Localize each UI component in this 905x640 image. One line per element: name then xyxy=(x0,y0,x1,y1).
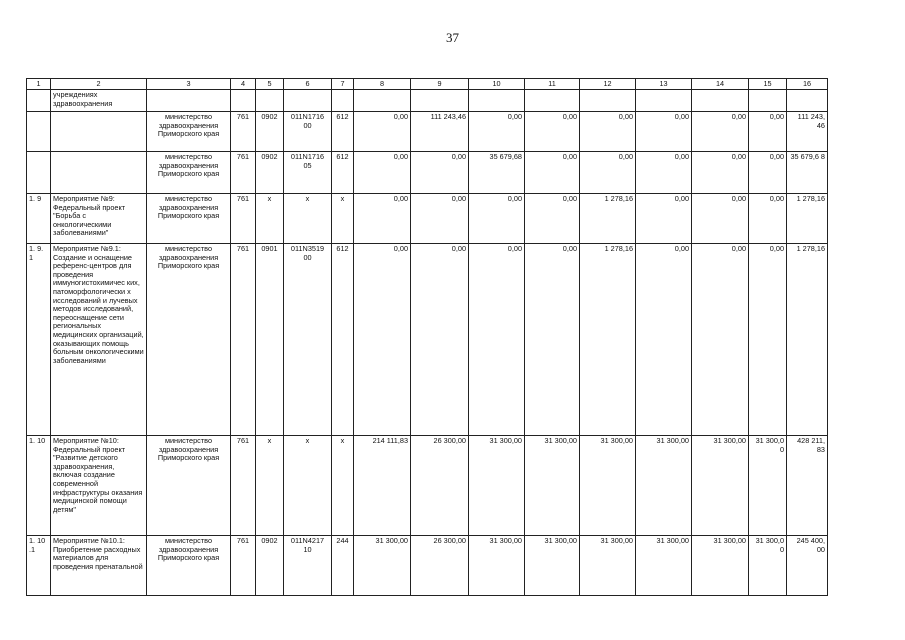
table-row xyxy=(27,194,828,244)
amount-cell: 31 300,0 0 xyxy=(749,436,787,536)
continuation-row xyxy=(27,90,828,112)
table-row xyxy=(27,436,828,536)
continuation-text: учреждениях здравоохранения xyxy=(51,90,147,112)
amount-cell: 0,00 xyxy=(469,194,525,244)
amount-cell: 26 300,00 xyxy=(411,436,469,536)
column-header: 14 xyxy=(692,79,749,90)
amount-cell: 0,00 xyxy=(469,112,525,152)
amount-cell: 26 300,00 xyxy=(411,536,469,596)
csr-code: 011N1716 05 xyxy=(284,152,332,194)
amount-cell: 31 300,00 xyxy=(354,536,411,596)
csr-code: 011N1716 00 xyxy=(284,112,332,152)
table-row xyxy=(27,536,828,596)
amount-cell: 31 300,00 xyxy=(525,436,580,536)
total-cell: 35 679,6 8 xyxy=(787,152,828,194)
rzpr-code: x xyxy=(256,436,284,536)
total-cell: 245 400, 00 xyxy=(787,536,828,596)
row-number: 1. 10 xyxy=(27,436,51,536)
amount-cell: 31 300,00 xyxy=(580,436,636,536)
amount-cell: 0,00 xyxy=(749,152,787,194)
row-number xyxy=(27,152,51,194)
total-cell: 1 278,16 xyxy=(787,194,828,244)
column-header: 4 xyxy=(231,79,256,90)
amount-cell: 0,00 xyxy=(636,244,692,436)
rzpr-code: x xyxy=(256,194,284,244)
vr-code: 612 xyxy=(332,244,354,436)
amount-cell: 31 300,00 xyxy=(636,536,692,596)
activity-name: Мероприятие №10: Федеральный проект "Развитие детского здравоохранения, включая создание современной инфраструктуры оказания медицинской помощи детям" xyxy=(51,436,147,536)
amount-cell: 0,00 xyxy=(749,194,787,244)
amount-cell: 0,00 xyxy=(692,244,749,436)
grbs-code: 761 xyxy=(231,112,256,152)
total-cell: 111 243, 46 xyxy=(787,112,828,152)
csr-code: 011N4217 10 xyxy=(284,536,332,596)
grbs-code: 761 xyxy=(231,244,256,436)
amount-cell: 0,00 xyxy=(411,244,469,436)
activity-name: Мероприятие №9.1: Создание и оснащение референс-центров для проведения иммуногистохимичес ких, патоморфологически х исследований и лучевых методов исследований, переоснащение сети региональных медицинских организаций, оказывающих помощь больным онкологическими заболеваниями xyxy=(51,244,147,436)
amount-cell: 0,00 xyxy=(525,112,580,152)
column-header: 5 xyxy=(256,79,284,90)
column-header: 9 xyxy=(411,79,469,90)
amount-cell: 1 278,16 xyxy=(580,244,636,436)
column-header: 2 xyxy=(51,79,147,90)
amount-cell: 0,00 xyxy=(469,244,525,436)
amount-cell: 0,00 xyxy=(354,194,411,244)
budget-table xyxy=(26,78,828,596)
amount-cell: 0,00 xyxy=(692,112,749,152)
amount-cell: 0,00 xyxy=(580,112,636,152)
column-header: 3 xyxy=(147,79,231,90)
amount-cell: 0,00 xyxy=(636,194,692,244)
amount-cell: 0,00 xyxy=(692,152,749,194)
amount-cell: 111 243,46 xyxy=(411,112,469,152)
csr-code: x xyxy=(284,194,332,244)
csr-code: 011N3519 00 xyxy=(284,244,332,436)
amount-cell: 0,00 xyxy=(354,152,411,194)
vr-code: x xyxy=(332,194,354,244)
amount-cell: 35 679,68 xyxy=(469,152,525,194)
column-header: 13 xyxy=(636,79,692,90)
amount-cell: 31 300,00 xyxy=(469,436,525,536)
column-header: 8 xyxy=(354,79,411,90)
amount-cell: 0,00 xyxy=(525,152,580,194)
row-number xyxy=(27,112,51,152)
vr-code: 612 xyxy=(332,152,354,194)
amount-cell: 31 300,00 xyxy=(692,536,749,596)
csr-code: x xyxy=(284,436,332,536)
executor: министерство здравоохранения Приморского края xyxy=(147,244,231,436)
amount-cell: 31 300,00 xyxy=(469,536,525,596)
amount-cell: 31 300,00 xyxy=(636,436,692,536)
rzpr-code: 0902 xyxy=(256,536,284,596)
rzpr-code: 0902 xyxy=(256,112,284,152)
row-number: 1. 9. 1 xyxy=(27,244,51,436)
table-row xyxy=(27,152,828,194)
grbs-code: 761 xyxy=(231,194,256,244)
rzpr-code: 0901 xyxy=(256,244,284,436)
table-header-row xyxy=(27,79,828,90)
table-row xyxy=(27,112,828,152)
executor: министерство здравоохранения Приморского края xyxy=(147,536,231,596)
executor: министерство здравоохранения Приморского края xyxy=(147,194,231,244)
activity-name: Мероприятие №10.1: Приобретение расходных материалов для проведения пренатальной xyxy=(51,536,147,596)
grbs-code: 761 xyxy=(231,152,256,194)
vr-code: x xyxy=(332,436,354,536)
row-number: 1. 9 xyxy=(27,194,51,244)
amount-cell: 0,00 xyxy=(580,152,636,194)
grbs-code: 761 xyxy=(231,536,256,596)
amount-cell: 31 300,00 xyxy=(692,436,749,536)
column-header: 10 xyxy=(469,79,525,90)
amount-cell: 31 300,00 xyxy=(580,536,636,596)
column-header: 12 xyxy=(580,79,636,90)
grbs-code: 761 xyxy=(231,436,256,536)
total-cell: 1 278,16 xyxy=(787,244,828,436)
column-header: 15 xyxy=(749,79,787,90)
amount-cell: 0,00 xyxy=(525,194,580,244)
amount-cell: 0,00 xyxy=(354,244,411,436)
amount-cell: 0,00 xyxy=(749,112,787,152)
amount-cell: 31 300,00 xyxy=(525,536,580,596)
amount-cell: 0,00 xyxy=(411,194,469,244)
amount-cell: 0,00 xyxy=(411,152,469,194)
activity-name xyxy=(51,152,147,194)
amount-cell: 0,00 xyxy=(749,244,787,436)
amount-cell: 0,00 xyxy=(636,152,692,194)
amount-cell: 0,00 xyxy=(692,194,749,244)
executor: министерство здравоохранения Приморского края xyxy=(147,436,231,536)
amount-cell: 0,00 xyxy=(636,112,692,152)
amount-cell: 31 300,0 0 xyxy=(749,536,787,596)
activity-name: Мероприятие №9: Федеральный проект "Борьба с онкологическими заболеваниями" xyxy=(51,194,147,244)
rzpr-code: 0902 xyxy=(256,152,284,194)
column-header: 11 xyxy=(525,79,580,90)
column-header: 7 xyxy=(332,79,354,90)
executor: министерство здравоохранения Приморского края xyxy=(147,112,231,152)
column-header: 6 xyxy=(284,79,332,90)
activity-name xyxy=(51,112,147,152)
vr-code: 244 xyxy=(332,536,354,596)
column-header: 16 xyxy=(787,79,828,90)
row-number: 1. 10 .1 xyxy=(27,536,51,596)
amount-cell: 0,00 xyxy=(354,112,411,152)
table-row xyxy=(27,244,828,436)
executor: министерство здравоохранения Приморского края xyxy=(147,152,231,194)
amount-cell: 0,00 xyxy=(525,244,580,436)
amount-cell: 1 278,16 xyxy=(580,194,636,244)
amount-cell: 214 111,83 xyxy=(354,436,411,536)
page-number: 37 xyxy=(446,30,459,45)
vr-code: 612 xyxy=(332,112,354,152)
total-cell: 428 211, 83 xyxy=(787,436,828,536)
column-header: 1 xyxy=(27,79,51,90)
